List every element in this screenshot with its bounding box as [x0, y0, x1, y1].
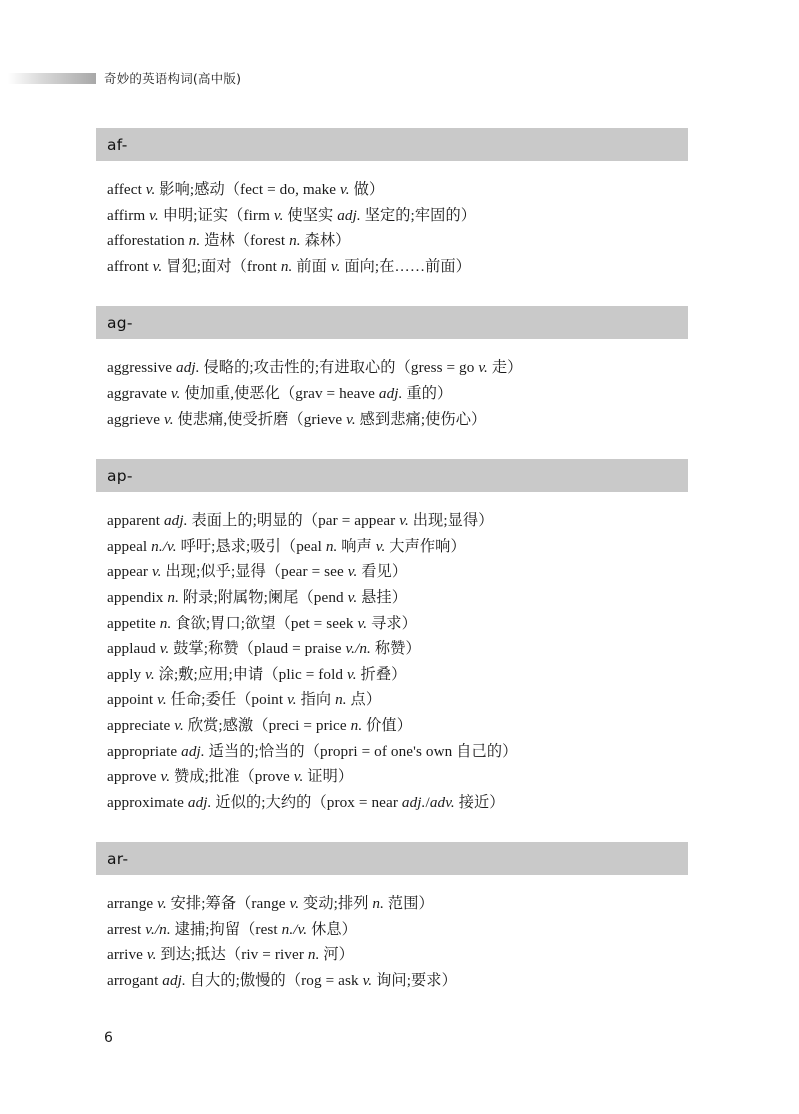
entry-item: apply v. 涂;敷;应用;申请（plic = fold v. 折叠） [107, 665, 407, 683]
entry-item: appendix n. 附录;附属物;阑尾（pend v. 悬挂） [107, 588, 408, 606]
entry-item: affirm v. 申明;证实（firm v. 使坚实 adj. 坚定的;牢固的） [107, 206, 477, 224]
entry-list [96, 339, 688, 442]
section-spacer [96, 825, 688, 842]
section-heading [96, 459, 688, 492]
entry-item: appeal n./v. 呼吁;恳求;吸引（peal n. 响声 v. 大声作响） [107, 537, 466, 555]
running-header [0, 68, 799, 88]
entry-item: afforestation n. 造林（forest n. 森林） [107, 232, 351, 250]
entry-item: approximate adj. 近似的;大约的（prox = near adj./adv. 接近） [107, 793, 505, 811]
entry-item: arrange v. 安排;筹备（range v. 变动;排列 n. 范围） [107, 895, 434, 913]
entry-item: approve v. 赞成;批准（prove v. 证明） [107, 768, 354, 786]
entry-item: appear v. 出现;似乎;显得（pear = see v. 看见） [107, 563, 408, 581]
entry-item: aggrieve v. 使悲痛,使受折磨（grieve v. 感到悲痛;使伤心） [107, 410, 487, 428]
entry-item: appetite n. 食欲;胃口;欲望（pet = seek v. 寻求） [107, 614, 417, 632]
entry-item: affect v. 影响;感动（fect = do, make v. 做） [107, 181, 385, 198]
section-af [96, 128, 688, 289]
section-title: ap- [107, 466, 133, 485]
entry-item: appropriate adj. 适当的;恰当的（propri = of one's own 自己的） [107, 742, 518, 760]
entry-item: affront v. 冒犯;面对（front n. 前面 v. 面向;在……前面） [107, 257, 471, 275]
entry-list [96, 492, 688, 825]
section-title: af- [107, 135, 128, 154]
entry-list [96, 875, 688, 1003]
content-column [96, 128, 688, 1004]
section-heading [96, 842, 688, 875]
section-heading [96, 306, 688, 339]
entry-item: aggravate v. 使加重,使恶化（grav = heave adj. 重的） [107, 384, 453, 402]
section-title: ag- [107, 313, 133, 332]
entry-item: aggressive adj. 侵略的;攻击性的;有进取心的（gress = go v. 走） [107, 359, 523, 377]
section-spacer [96, 442, 688, 459]
entry-item: apparent adj. 表面上的;明显的（par = appear v. 出现;显得） [107, 512, 494, 530]
section-title: ar- [107, 849, 129, 868]
entry-item: arrive v. 到达;抵达（riv = river n. 河） [107, 946, 354, 964]
page-number: 6 [104, 1030, 113, 1046]
entry-list [96, 161, 688, 289]
entry-item: appreciate v. 欣赏;感激（preci = price n. 价值） [107, 716, 412, 734]
section-heading [96, 128, 688, 161]
section-ag [96, 306, 688, 442]
entry-item: arrest v./n. 逮捕;拘留（rest n./v. 休息） [107, 920, 357, 938]
header-title: 奇妙的英语构词(高中版) [104, 71, 242, 86]
entry-item: arrogant adj. 自大的;傲慢的（rog = ask v. 询问;要求） [107, 972, 457, 990]
entry-item: appoint v. 任命;委任（point v. 指向 n. 点） [107, 691, 382, 709]
section-ap [96, 459, 688, 825]
section-ar [96, 842, 688, 1003]
entry-item: applaud v. 鼓掌;称赞（plaud = praise v./n. 称赞） [107, 640, 421, 658]
header-decoration-bar [8, 73, 96, 84]
section-spacer [96, 289, 688, 306]
